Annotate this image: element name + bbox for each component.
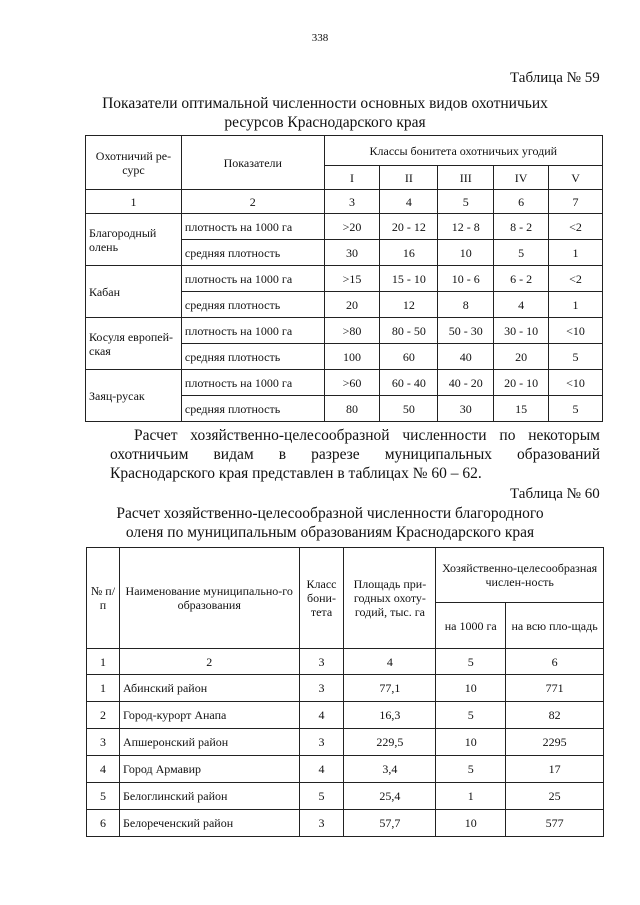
value-cell: 8 - 2 — [494, 214, 549, 240]
number-cell: 6 — [506, 649, 604, 675]
value-cell: 40 - 20 — [438, 370, 494, 396]
table-row — [86, 214, 603, 240]
header-num: № п/п — [87, 548, 120, 649]
value-cell: 100 — [324, 344, 380, 370]
municipality-name: Город Армавир — [119, 756, 299, 783]
header-class-1: I — [324, 166, 380, 190]
table-row — [87, 702, 604, 729]
row-num: 3 — [87, 729, 120, 756]
municipality-name: Город-курорт Анапа — [119, 702, 299, 729]
resource-name: Косуля европей-ская — [86, 318, 182, 370]
table-row — [86, 370, 603, 396]
number-cell: 3 — [299, 649, 344, 675]
header-class-4: IV — [494, 166, 549, 190]
value-cell: 8 — [438, 292, 494, 318]
total-cell: 82 — [506, 702, 604, 729]
table-row — [87, 810, 604, 837]
value-cell: 15 - 10 — [380, 266, 438, 292]
table-row — [87, 756, 604, 783]
header-class-5: V — [549, 166, 603, 190]
page-number: 338 — [311, 32, 329, 44]
value-cell: 50 - 30 — [438, 318, 494, 344]
value-cell: <10 — [549, 318, 603, 344]
number-cell: 3 — [324, 190, 380, 214]
per-1000-cell: 5 — [436, 702, 506, 729]
value-cell: 50 — [380, 396, 438, 422]
table-row — [87, 675, 604, 702]
indicator-name: средняя плотность — [181, 292, 324, 318]
per-1000-cell: 10 — [436, 675, 506, 702]
area-cell: 77,1 — [344, 675, 436, 702]
value-cell: 16 — [380, 240, 438, 266]
number-cell: 5 — [438, 190, 494, 214]
class-cell: 3 — [299, 810, 344, 837]
value-cell: >60 — [324, 370, 380, 396]
table-60-title: Расчет хозяйственно-целесообразной численности благородного оленя по муниципальным образованиям Краснодарского края — [116, 505, 544, 541]
value-cell: 20 — [494, 344, 549, 370]
table-row — [87, 783, 604, 810]
header-area: Площадь при-годных охоту-годий, тыс. га — [344, 548, 436, 649]
value-cell: >80 — [324, 318, 380, 344]
value-cell: 10 — [438, 240, 494, 266]
table-60-label: Таблица № 60 — [510, 486, 600, 502]
number-cell: 2 — [119, 649, 299, 675]
row-num: 4 — [87, 756, 120, 783]
class-cell: 3 — [299, 729, 344, 756]
indicator-name: средняя плотность — [181, 396, 324, 422]
total-cell: 577 — [506, 810, 604, 837]
value-cell: 6 - 2 — [494, 266, 549, 292]
value-cell: <2 — [549, 266, 603, 292]
value-cell: 20 — [324, 292, 380, 318]
table-59-label: Таблица № 59 — [510, 70, 600, 86]
number-cell: 5 — [436, 649, 506, 675]
resource-name: Заяц-русак — [86, 370, 182, 422]
value-cell: 60 - 40 — [380, 370, 438, 396]
number-cell: 4 — [380, 190, 438, 214]
value-cell: 4 — [494, 292, 549, 318]
table-59-title: Показатели оптимальной численности основных видов охотничьих ресурсов Краснодарского края — [102, 95, 548, 131]
indicator-name: плотность на 1000 га — [181, 266, 324, 292]
table-59 — [85, 135, 603, 422]
indicator-name: плотность на 1000 га — [181, 214, 324, 240]
row-num: 1 — [87, 675, 120, 702]
value-cell: 15 — [494, 396, 549, 422]
value-cell: 80 — [324, 396, 380, 422]
value-cell: 30 — [324, 240, 380, 266]
number-row — [87, 649, 604, 675]
number-row — [86, 190, 603, 214]
per-1000-cell: 1 — [436, 783, 506, 810]
value-cell: 5 — [549, 344, 603, 370]
value-cell: 5 — [494, 240, 549, 266]
per-1000-cell: 5 — [436, 756, 506, 783]
value-cell: 40 — [438, 344, 494, 370]
indicator-name: плотность на 1000 га — [181, 370, 324, 396]
indicator-name: плотность на 1000 га — [181, 318, 324, 344]
resource-name: Благородный олень — [86, 214, 182, 266]
indicator-name: средняя плотность — [181, 240, 324, 266]
header-class: Класс бони-тета — [299, 548, 344, 649]
municipality-name: Апшеронский район — [119, 729, 299, 756]
value-cell: <10 — [549, 370, 603, 396]
value-cell: <2 — [549, 214, 603, 240]
value-cell: 12 - 8 — [438, 214, 494, 240]
header-name: Наименование муниципально-го образования — [119, 548, 299, 649]
per-1000-cell: 10 — [436, 810, 506, 837]
number-cell: 4 — [344, 649, 436, 675]
value-cell: 30 - 10 — [494, 318, 549, 344]
value-cell: 80 - 50 — [380, 318, 438, 344]
value-cell: 60 — [380, 344, 438, 370]
header-total: на всю пло-щадь — [506, 603, 604, 649]
table-row — [86, 318, 603, 344]
value-cell: 30 — [438, 396, 494, 422]
header-per-1000: на 1000 га — [436, 603, 506, 649]
class-cell: 4 — [299, 756, 344, 783]
class-cell: 4 — [299, 702, 344, 729]
header-class-2: II — [380, 166, 438, 190]
number-cell: 1 — [87, 649, 120, 675]
header-indicators: Показатели — [181, 136, 324, 190]
municipality-name: Белореченский район — [119, 810, 299, 837]
value-cell: >20 — [324, 214, 380, 240]
row-num: 6 — [87, 810, 120, 837]
header-resource: Охотничий ре-сурс — [86, 136, 182, 190]
area-cell: 57,7 — [344, 810, 436, 837]
per-1000-cell: 10 — [436, 729, 506, 756]
total-cell: 17 — [506, 756, 604, 783]
value-cell: 20 - 12 — [380, 214, 438, 240]
header-class-3: III — [438, 166, 494, 190]
header-classes: Классы бонитета охотничьих угодий — [324, 136, 602, 166]
total-cell: 2295 — [506, 729, 604, 756]
value-cell: 5 — [549, 396, 603, 422]
class-cell: 5 — [299, 783, 344, 810]
number-cell: 6 — [494, 190, 549, 214]
number-cell: 2 — [181, 190, 324, 214]
area-cell: 229,5 — [344, 729, 436, 756]
class-cell: 3 — [299, 675, 344, 702]
area-cell: 25,4 — [344, 783, 436, 810]
number-cell: 7 — [549, 190, 603, 214]
resource-name: Кабан — [86, 266, 182, 318]
value-cell: >15 — [324, 266, 380, 292]
area-cell: 3,4 — [344, 756, 436, 783]
number-cell: 1 — [86, 190, 182, 214]
value-cell: 10 - 6 — [438, 266, 494, 292]
table-60 — [86, 547, 604, 837]
body-paragraph: Расчет хозяйственно-целесообразной численности по некоторым охотничьим видам в разрезе муниципальных образований Краснодарского края представлен в таблицах № 60 – 62. — [110, 427, 600, 482]
value-cell: 12 — [380, 292, 438, 318]
row-num: 2 — [87, 702, 120, 729]
header-econ: Хозяйственно-целесообразная числен-ность — [436, 548, 604, 603]
table-row — [87, 729, 604, 756]
value-cell: 1 — [549, 240, 603, 266]
total-cell: 771 — [506, 675, 604, 702]
total-cell: 25 — [506, 783, 604, 810]
indicator-name: средняя плотность — [181, 344, 324, 370]
row-num: 5 — [87, 783, 120, 810]
table-row — [86, 266, 603, 292]
municipality-name: Белоглинский район — [119, 783, 299, 810]
value-cell: 1 — [549, 292, 603, 318]
area-cell: 16,3 — [344, 702, 436, 729]
value-cell: 20 - 10 — [494, 370, 549, 396]
municipality-name: Абинский район — [119, 675, 299, 702]
